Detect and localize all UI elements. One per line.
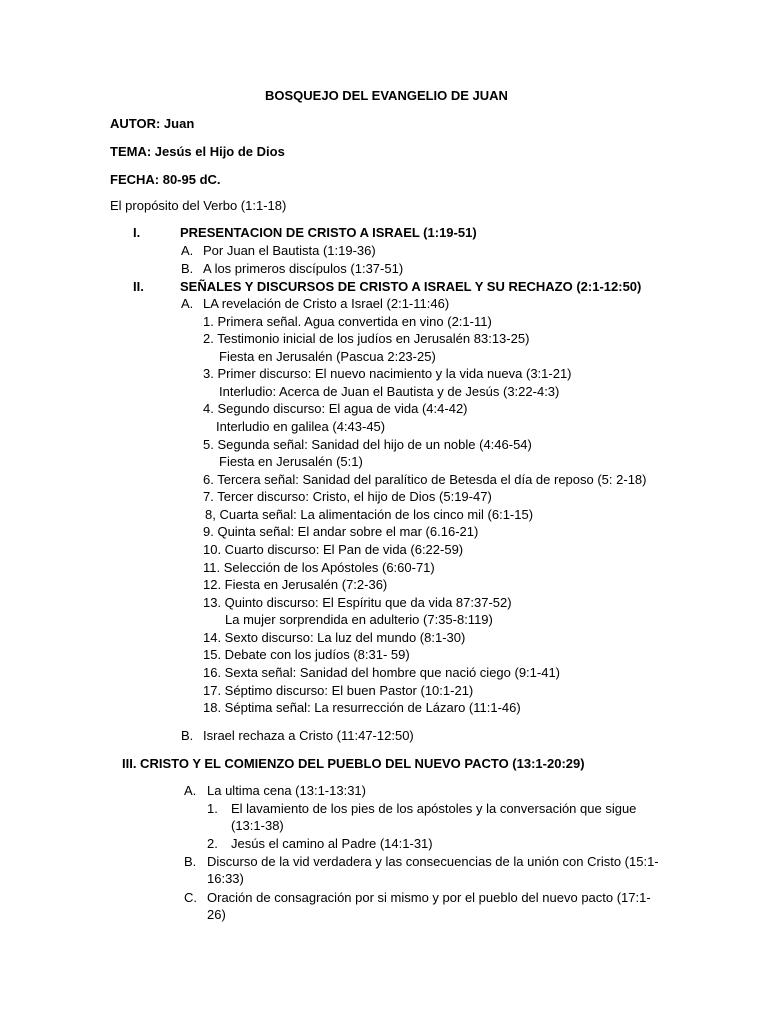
document-title: BOSQUEJO DEL EVANGELIO DE JUAN (265, 88, 508, 103)
outline-line: 14. Sexto discurso: La luz del mundo (8:1-30) (203, 630, 466, 645)
outline-subline: Interludio: Acerca de Juan el Bautista y de Jesús (3:22-4:3) (219, 384, 560, 399)
section-3-a-letter: A. (184, 783, 197, 798)
section-3-heading: III. CRISTO Y EL COMIENZO DEL PUEBLO DEL NUEVO PACTO (13:1-20:29) (122, 756, 585, 771)
outline-subline: Fiesta en Jerusalén (Pascua 2:23-25) (219, 349, 436, 364)
section-3-b-text: Discurso de la vid verdadera y las consecuencias de la unión con Cristo (15:1- (207, 854, 659, 869)
outline-line: 17. Séptimo discurso: El buen Pastor (10:1-21) (203, 683, 474, 698)
outline-line: 5. Segunda señal: Sanidad del hijo de un noble (4:46-54) (203, 437, 532, 452)
outline-line: 12. Fiesta en Jerusalén (7:2-36) (203, 577, 388, 592)
section-2-b-letter: B. (181, 728, 194, 743)
outline-subline: Interludio en galilea (4:43-45) (216, 419, 386, 434)
outline-line: 10. Cuarto discurso: El Pan de vida (6:22-59) (203, 542, 464, 557)
outline-line: 9. Quinta señal: El andar sobre el mar (6.16-21) (203, 524, 479, 539)
section-3-b-letter: B. (184, 854, 197, 869)
outline-subline: Fiesta en Jerusalén (5:1) (219, 454, 363, 469)
section-1-number: I. (133, 225, 141, 240)
section-3-a1-number: 1. (207, 801, 218, 816)
section-2-a-text: LA revelación de Cristo a Israel (2:1-11:46) (203, 296, 450, 311)
outline-line: 13. Quinto discurso: El Espíritu que da vida 87:37-52) (203, 595, 512, 610)
section-3-c-text: Oración de consagración por si mismo y por el pueblo del nuevo pacto (17:1- (207, 890, 651, 905)
outline-line: 1. Primera señal. Agua convertida en vino (2:1-11) (203, 314, 492, 329)
section-3-a1-text-cont: (13:1-38) (231, 818, 284, 833)
theme-line: TEMA: Jesús el Hijo de Dios (110, 144, 285, 159)
section-1-item-letter: B. (181, 261, 194, 276)
section-2-b-text: Israel rechaza a Cristo (11:47-12:50) (203, 728, 414, 743)
section-2-a-letter: A. (181, 296, 194, 311)
section-3-a1-text: El lavamiento de los pies de los apóstoles y la conversación que sigue (231, 801, 637, 816)
outline-line: 4. Segundo discurso: El agua de vida (4:4-42) (203, 401, 468, 416)
section-1-item-text: Por Juan el Bautista (1:19-36) (203, 243, 376, 258)
section-2-heading: SEÑALES Y DISCURSOS DE CRISTO A ISRAEL Y SU RECHAZO (2:1-12:50) (180, 279, 642, 294)
section-1-item-letter: A. (181, 243, 194, 258)
outline-line: 7. Tercer discurso: Cristo, el hijo de Dios (5:19-47) (203, 489, 492, 504)
section-3-a2-text: Jesús el camino al Padre (14:1-31) (231, 836, 433, 851)
section-3-b-text-cont: 16:33) (207, 871, 244, 886)
outline-line: 18. Séptima señal: La resurrección de Lázaro (11:1-46) (203, 700, 521, 715)
outline-line: 6. Tercera señal: Sanidad del paralítico de Betesda el día de reposo (5: 2-18) (203, 472, 647, 487)
outline-line: 11. Selección de los Apóstoles (6:60-71) (203, 560, 435, 575)
outline-line: 2. Testimonio inicial de los judíos en Jerusalén 83:13-25) (203, 331, 530, 346)
section-3-c-letter: C. (184, 890, 197, 905)
author-line: AUTOR: Juan (110, 116, 195, 131)
outline-line: 15. Debate con los judíos (8:31- 59) (203, 647, 410, 662)
date-line: FECHA: 80-95 dC. (110, 172, 221, 187)
section-1-heading: PRESENTACION DE CRISTO A ISRAEL (1:19-51) (180, 225, 477, 240)
outline-subline: La mujer sorprendida en adulterio (7:35-8:119) (225, 612, 493, 627)
section-2-number: II. (133, 279, 144, 294)
outline-line: 16. Sexta señal: Sanidad del hombre que nació ciego (9:1-41) (203, 665, 561, 680)
outline-line: 3. Primer discurso: El nuevo nacimiento y la vida nueva (3:1-21) (203, 366, 572, 381)
outline-line: 8, Cuarta señal: La alimentación de los cinco mil (6:1-15) (205, 507, 534, 522)
section-3-c-text-cont: 26) (207, 907, 226, 922)
section-3-a2-number: 2. (207, 836, 218, 851)
purpose-line: El propósito del Verbo (1:1-18) (110, 198, 287, 213)
section-3-a-text: La ultima cena (13:1-13:31) (207, 783, 366, 798)
section-1-item-text: A los primeros discípulos (1:37-51) (203, 261, 404, 276)
